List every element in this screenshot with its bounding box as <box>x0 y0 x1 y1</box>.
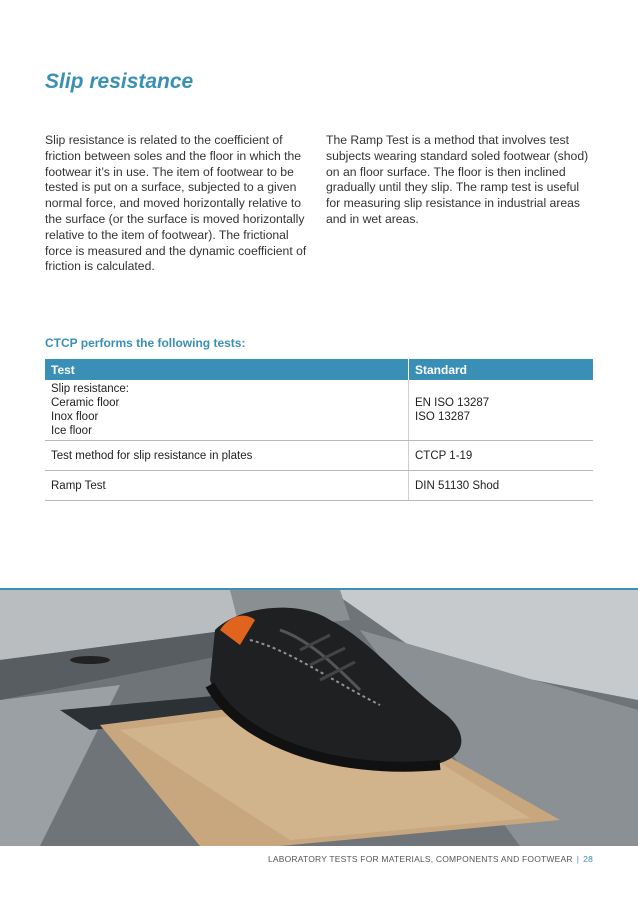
cell-test: Ramp Test <box>45 471 409 501</box>
header-test: Test <box>45 359 409 380</box>
tests-table <box>45 359 593 501</box>
page-footer <box>268 854 593 864</box>
page-title: Slip resistance <box>45 70 194 93</box>
cell-standard: CTCP 1-19 <box>409 441 594 471</box>
footer-separator: | <box>576 854 580 864</box>
table-row <box>45 380 593 441</box>
cell-standard: DIN 51130 Shod <box>409 471 594 501</box>
slip-test-photo <box>0 588 638 846</box>
cell-test: Slip resistance: Ceramic floor Inox floor Ice floor <box>45 380 409 441</box>
tests-subheading: CTCP performs the following tests: <box>45 336 246 350</box>
cell-test: Test method for slip resistance in plates <box>45 441 409 471</box>
table-row <box>45 441 593 471</box>
table-header-row <box>45 359 593 380</box>
header-standard: Standard <box>409 359 594 380</box>
cell-standard: EN ISO 13287 ISO 13287 <box>409 380 594 441</box>
paragraph-left: Slip resistance is related to the coefficient of friction between soles and the floor in which the footwear it’s in use. The item of footwear to be tested is put on a surface, subjected to a given normal force, and moved horizontally relative to the surface (or the surface is moved horizontally relative to the item of footwear). The frictional force is measured and the dynamic coefficient of friction is calculated. <box>45 133 307 274</box>
page-number: 28 <box>583 854 593 864</box>
paragraph-right: The Ramp Test is a method that involves test subjects wearing standard soled footwear (shod) on an floor surface. The floor is then inclined gradually until they slip. The ramp test is useful for measuring slip resistance in industrial areas and in wet areas. <box>326 133 589 226</box>
footer-text: LABORATORY TESTS FOR MATERIALS, COMPONENTS AND FOOTWEAR <box>267 854 573 864</box>
table-row <box>45 471 593 501</box>
